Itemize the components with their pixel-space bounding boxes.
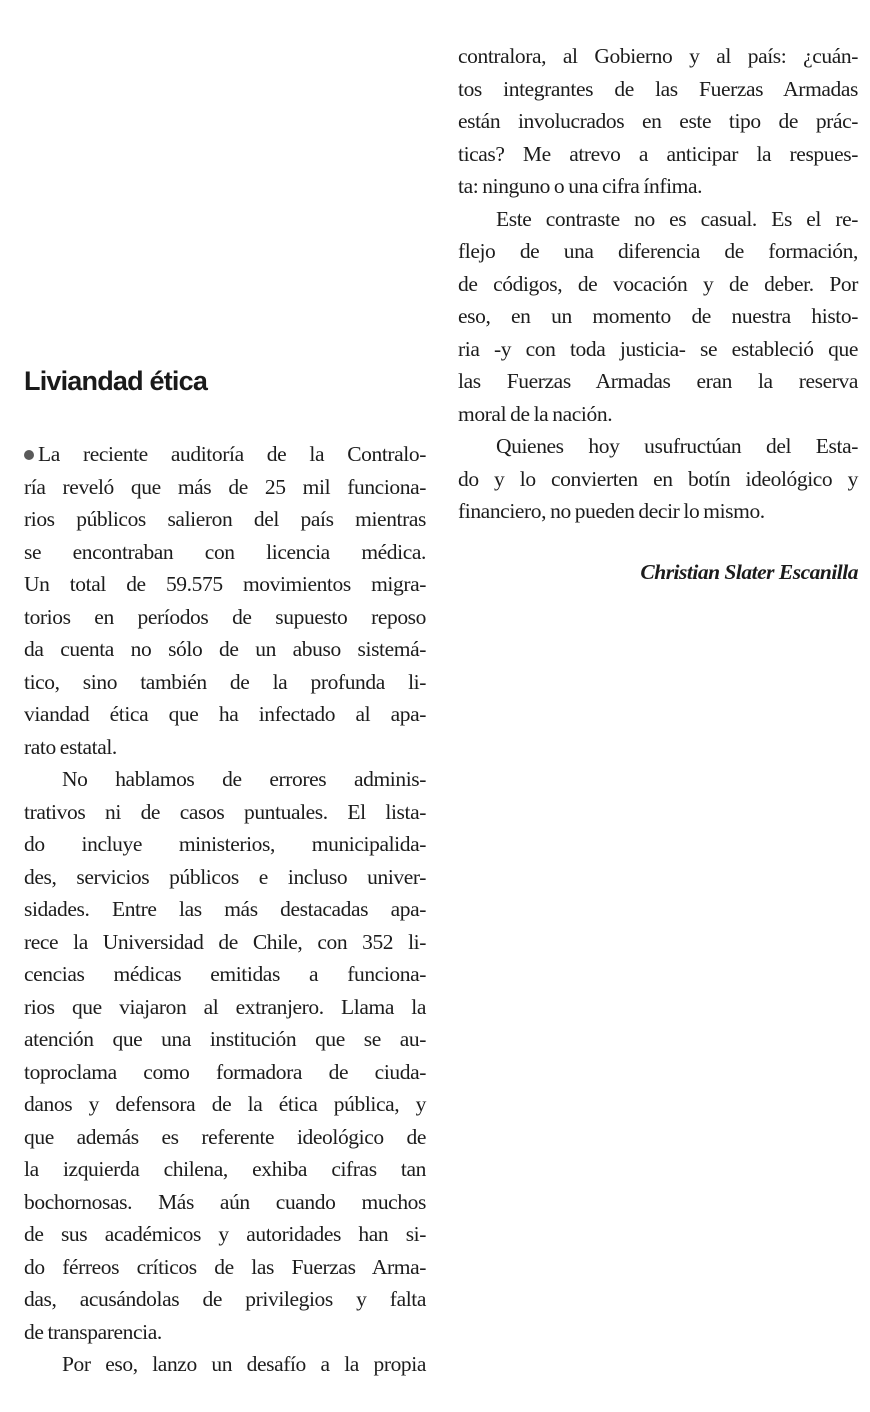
text-line-content: de sus académicos y autoridades han si-: [24, 1222, 426, 1246]
text-line: [458, 495, 858, 528]
article-title: Liviandad ética: [24, 366, 208, 396]
text-line: [458, 170, 858, 203]
text-line-content: rato estatal.: [24, 734, 117, 759]
text-line-content: rios que viajaron al extranjero. Llama la: [24, 994, 426, 1019]
text-line-content: flejo de una diferencia de formación,: [458, 239, 858, 263]
text-line: [24, 698, 426, 731]
text-line-content: ticas? Me atrevo a anticipar la respues-: [458, 141, 858, 166]
text-line-content: contralora, al Gobierno y al país: ¿cuán-: [458, 44, 858, 68]
text-line-content: viandad ética que ha infectado al apa-: [24, 702, 426, 726]
text-line: [24, 893, 426, 926]
text-line: [24, 1251, 426, 1284]
bullet-icon: [24, 450, 34, 460]
text-line-content: Quienes hoy usufructúan del Esta-: [496, 434, 858, 458]
text-line: [458, 105, 858, 138]
text-line-content: tos integrantes de las Fuerzas Armadas: [458, 76, 858, 101]
text-line: [458, 300, 858, 333]
text-line-content: las Fuerzas Armadas eran la reserva: [458, 369, 858, 393]
text-line-content: do y lo convierten en botín ideológico y: [458, 466, 858, 491]
text-line: [24, 1283, 426, 1316]
text-line-content: Un total de 59.575 movimientos migra-: [24, 572, 426, 596]
text-line: [24, 536, 426, 569]
text-line: [24, 731, 426, 764]
text-line-content: se encontraban con licencia médica.: [24, 539, 426, 564]
text-line-content: sidades. Entre las más destacadas apa-: [24, 897, 426, 921]
text-line-content: cencias médicas emitidas a funciona-: [24, 962, 426, 986]
text-line: [458, 40, 858, 73]
text-line: [24, 568, 426, 601]
text-line-content: toproclama como formadora de ciuda-: [24, 1059, 426, 1084]
text-line-content: La reciente auditoría de la Contralo-: [38, 442, 426, 466]
text-line: [458, 398, 858, 431]
text-line-content: bochornosas. Más aún cuando muchos: [24, 1189, 426, 1214]
right-column-text: [458, 40, 858, 528]
text-line: [24, 1056, 426, 1089]
text-line-content: de códigos, de vocación y de deber. Por: [458, 271, 858, 296]
text-line: [24, 1153, 426, 1186]
text-line-content: rios públicos salieron del país mientras: [24, 507, 426, 531]
text-line-content: tico, sino también de la profunda li-: [24, 669, 426, 694]
author-signature: Christian Slater Escanilla: [640, 559, 858, 584]
text-line: [24, 471, 426, 504]
text-line-content: danos y defensora de la ética pública, y: [24, 1092, 426, 1116]
right-column: [458, 40, 858, 588]
text-line-content: están involucrados en este tipo de prác-: [458, 109, 858, 133]
text-line-content: la izquierda chilena, exhiba cifras tan: [24, 1157, 426, 1181]
left-column-text: [24, 438, 426, 1381]
text-line-content: do férreos críticos de las Fuerzas Arma-: [24, 1254, 426, 1279]
text-line: [458, 268, 858, 301]
text-line: [24, 1348, 426, 1381]
text-line: [24, 926, 426, 959]
text-line: [24, 796, 426, 829]
text-line-content: ria -y con toda justicia- se estableció que: [458, 336, 858, 361]
text-line: [458, 203, 858, 236]
text-line-content: ta: ninguno o una cifra ínfima.: [458, 174, 703, 198]
text-line: [24, 503, 426, 536]
text-line: [24, 828, 426, 861]
text-line: [458, 333, 858, 366]
text-line: [24, 601, 426, 634]
text-line-content: torios en períodos de supuesto reposo: [24, 604, 426, 629]
text-line: [24, 763, 426, 796]
text-line: [24, 633, 426, 666]
text-line: [24, 1023, 426, 1056]
text-line-content: No hablamos de errores adminis-: [62, 767, 426, 791]
text-line: [24, 958, 426, 991]
text-line-content: atención que una institución que se au-: [24, 1027, 426, 1051]
text-line-content: das, acusándolas de privilegios y falta: [24, 1287, 426, 1311]
text-line-content: des, servicios públicos e incluso univer-: [24, 864, 426, 889]
text-line: [458, 73, 858, 106]
text-line: [24, 1088, 426, 1121]
text-line: [24, 861, 426, 894]
text-line-content: moral de la nación.: [458, 401, 613, 426]
text-line-content: rece la Universidad de Chile, con 352 li-: [24, 929, 426, 954]
text-line-content: do incluye ministerios, municipalida-: [24, 832, 426, 856]
text-line: [24, 1121, 426, 1154]
text-line-content: de transparencia.: [24, 1319, 162, 1344]
text-line-content: Por eso, lanzo un desafío a la propia: [62, 1352, 426, 1376]
text-line: [24, 666, 426, 699]
text-line-content: que además es referente ideológico de: [24, 1124, 426, 1149]
text-line: [24, 1218, 426, 1251]
text-line: [458, 138, 858, 171]
text-line: [458, 365, 858, 398]
text-line-content: trativos ni de casos puntuales. El lista-: [24, 799, 426, 824]
text-line-content: eso, en un momento de nuestra histo-: [458, 304, 858, 328]
text-line-content: ría reveló que más de 25 mil funciona-: [24, 474, 426, 499]
text-line: [458, 235, 858, 268]
text-line: [24, 991, 426, 1024]
text-line: [24, 1316, 426, 1349]
text-line: [458, 463, 858, 496]
text-line: [24, 438, 426, 471]
text-line: [458, 430, 858, 463]
text-line-content: da cuenta no sólo de un abuso sistemá-: [24, 637, 426, 661]
text-line-content: Este contraste no es casual. Es el re-: [496, 206, 858, 231]
text-line: [24, 1186, 426, 1219]
text-line-content: financiero, no pueden decir lo mismo.: [458, 499, 765, 523]
